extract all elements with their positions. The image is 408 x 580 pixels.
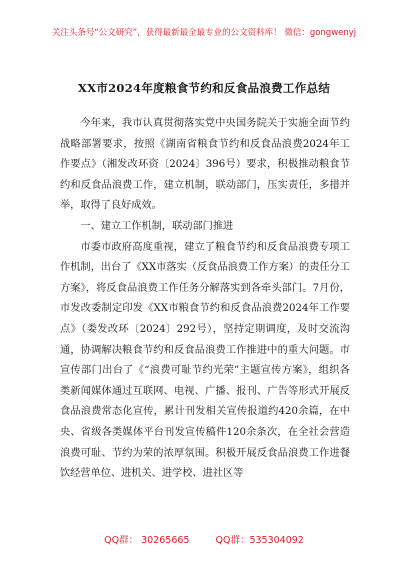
- section-heading: 一、建立工作机制，联动部门推进: [80, 220, 234, 232]
- footer-qq-group-1: QQ群： 30265665: [104, 535, 190, 546]
- document-body: [60, 114, 350, 485]
- paragraph-intro: 今年来，我市认真贯彻落实党中央国务院关于实施全面节约战略部署要求，按照《湖南省粮食节约和反食品浪费2024年工作要点》（湘发改环资〔2024〕396号）要求，积极推动粮食节约和反食品浪费工作，建立机制，联动部门，压实责任，多措并举，取得了良好成效。: [60, 118, 350, 212]
- document-title: XX市2024年度粮食节约和反食品浪费工作总结: [77, 81, 331, 95]
- paragraph-mechanism: 市委市政府高度重视，建立了粮食节约和反食品浪费专项工作机制，出台了《XX市落实（反食品浪费工作方案）的责任分工方案》，将反食品浪费工作任务分解落实到各牵头部门。7月份，市发改委制定印发《XX市粮食节约和反食品浪费2024年工作要点》（娄发改环〔2024〕292号），坚持定期调度，及时交流沟通，协调解决粮食节约和反食品浪费工作推进中的重大问题。市宣传部门出台了《“浪费可耻节约光荣”主题宣传方案》，组织各类新闻媒体通过互联网、电视、广播、报刊、广告等形式开展反食品浪费常态化宣传，累计刊发相关宣传报道约420余篇，在中央、省级各类媒体平台刊发宣传稿件120余条次，在全社会营造浪费可耻、节约为荣的浓厚氛围。积极开展反食品浪费工作进餐饮经营单位、进机关、进学校、进社区等: [60, 241, 350, 480]
- footer-contact: [0, 532, 408, 546]
- footer-qq-group-2: QQ群：535304092: [215, 535, 304, 546]
- top-banner: 关注头条号“公文研究”，获得最新最全最专业的公文资料库！ 微信：gongwenyj: [51, 28, 357, 38]
